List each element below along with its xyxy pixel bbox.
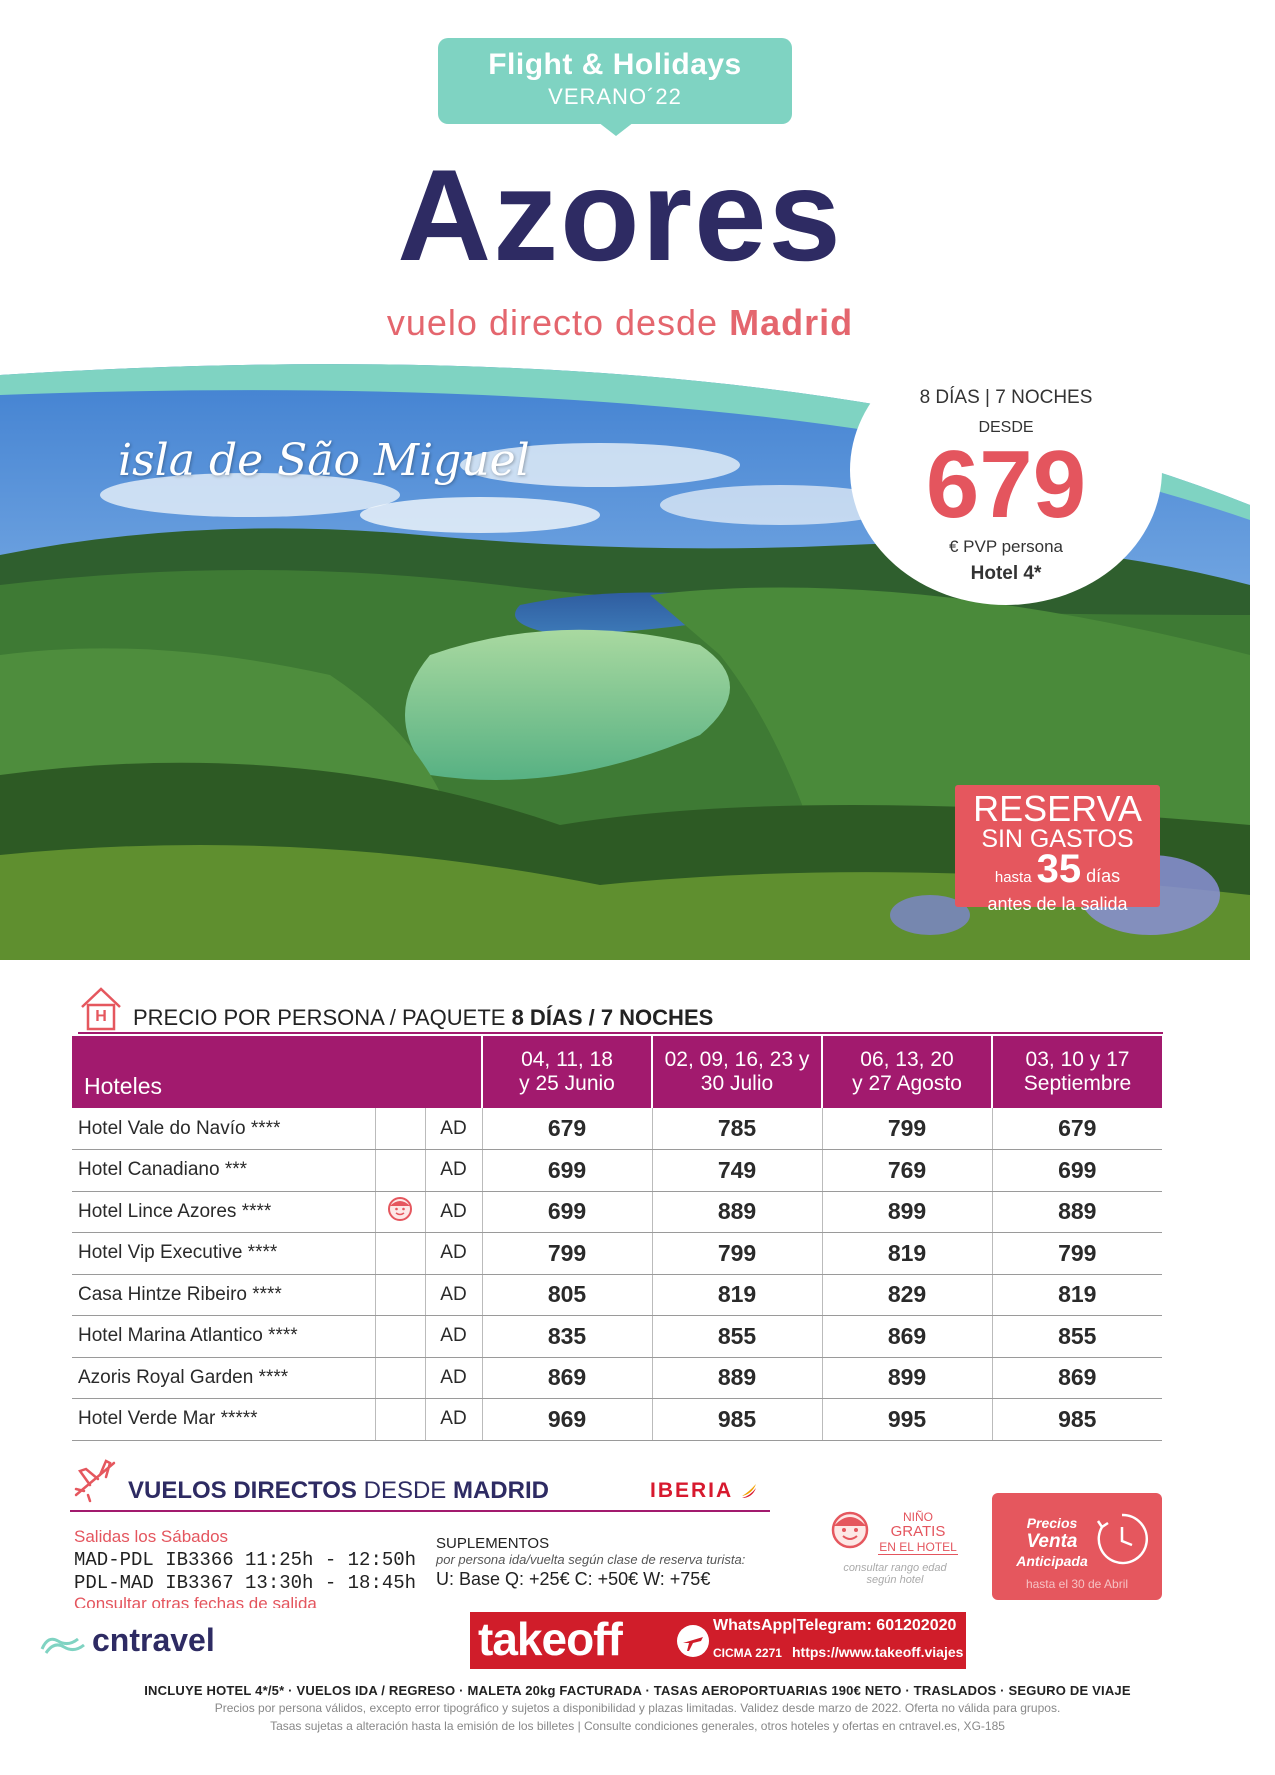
supplements-values: U: Base Q: +25€ C: +50€ W: +75€ — [436, 1569, 711, 1589]
date-column-header — [822, 1036, 992, 1108]
plane-icon — [677, 1625, 709, 1657]
flight-holidays-badge — [438, 38, 792, 124]
age-note — [830, 1562, 960, 1586]
regime: AD — [425, 1357, 482, 1399]
price-cell: 855 — [652, 1316, 822, 1358]
table-row — [72, 1274, 1162, 1316]
icon-cell — [375, 1108, 425, 1150]
price-cell: 819 — [652, 1274, 822, 1316]
cicma-license: CICMA 2271 — [713, 1646, 782, 1660]
price-cell: 899 — [822, 1357, 992, 1399]
price-cell: 889 — [992, 1191, 1162, 1233]
hotel-icon — [78, 985, 124, 1031]
hotel-label: EN EL HOTEL — [879, 1540, 957, 1554]
price-cell: 899 — [822, 1191, 992, 1233]
price-section-title-prefix: PRECIO POR PERSONA / PAQUETE — [133, 1005, 506, 1030]
hotel-name: Casa Hintze Ribeiro **** — [72, 1274, 375, 1316]
cntravel-logo — [38, 1622, 215, 1659]
table-row — [72, 1316, 1162, 1358]
fine-print-2: Tasas sujetas a alteración hasta la emisión de los billetes | Consulte condiciones generales, otros hoteles y ofertas en cntravel.es, XG-185 — [270, 1719, 1005, 1733]
date-col-line2: 30 Julio — [700, 1072, 774, 1095]
table-row — [72, 1191, 1162, 1233]
takeoff-banner — [470, 1612, 966, 1669]
price-cell: 799 — [822, 1108, 992, 1150]
table-row — [72, 1399, 1162, 1441]
hotel-column-header: Hoteles — [72, 1036, 482, 1108]
subtitle-prefix: vuelo directo desde — [386, 302, 719, 343]
price-cell: 829 — [822, 1274, 992, 1316]
from-price: 679 — [925, 431, 1087, 538]
price-cell: 969 — [482, 1399, 652, 1441]
island-label: isla de São Miguel — [118, 435, 530, 486]
icon-cell — [375, 1357, 425, 1399]
badge-title: Flight & Holidays — [488, 48, 742, 81]
iberia-wing-icon — [740, 1482, 758, 1500]
child-face-icon — [830, 1510, 870, 1550]
price-cell: 819 — [822, 1233, 992, 1275]
days-number: 35 — [1036, 847, 1082, 891]
price-cell: 805 — [482, 1274, 652, 1316]
hotel-name: Hotel Vale do Navío **** — [72, 1108, 375, 1150]
price-cell: 985 — [992, 1399, 1162, 1441]
hasta-label: hasta — [994, 869, 1032, 886]
fine-print-1: Precios por persona válidos, excepto error tipográfico y sujetos a disponibilidad y plazas limitadas. Validez desde marzo de 2022. Oferta no válida para grupos. — [214, 1701, 1061, 1715]
regime: AD — [425, 1191, 482, 1233]
icon-cell — [375, 1274, 425, 1316]
date-col-line2: y 27 Agosto — [852, 1072, 962, 1095]
price-cell: 749 — [652, 1150, 822, 1192]
price-cell: 699 — [482, 1150, 652, 1192]
sin-gastos-label: SIN GASTOS — [981, 825, 1134, 853]
price-cell: 799 — [482, 1233, 652, 1275]
price-cell: 985 — [652, 1399, 822, 1441]
subtitle-city: Madrid — [729, 302, 854, 343]
cntravel-wave-icon — [38, 1631, 88, 1655]
section-divider — [78, 1032, 1163, 1034]
early-line1: Precios — [1026, 1515, 1078, 1531]
nino-label: NIÑO — [903, 1510, 933, 1524]
departures-note: Salidas los Sábados — [74, 1527, 229, 1546]
price-cell: 889 — [652, 1357, 822, 1399]
price-cell: 699 — [992, 1150, 1162, 1192]
before-departure-label: antes de la salida — [987, 894, 1128, 914]
flight-outbound: MAD-PDL IB3366 11:25h - 12:50h — [74, 1549, 417, 1571]
badge-season: VERANO´22 — [548, 84, 682, 109]
icon-cell — [375, 1150, 425, 1192]
price-cell: 699 — [482, 1191, 652, 1233]
price-cell: 835 — [482, 1316, 652, 1358]
flights-divider — [70, 1510, 770, 1512]
free-booking-badge — [955, 785, 1160, 914]
includes-line: INCLUYE HOTEL 4*/5* · VUELOS IDA / REGRESO · MALETA 20kg FACTURADA · TASAS AEROPORTUARIAS 190€ NETO · TRASLADOS · SEGURO DE VIAJE — [144, 1683, 1131, 1698]
supplements-title: SUPLEMENTOS — [436, 1535, 550, 1552]
price-cell: 679 — [992, 1108, 1162, 1150]
price-section-header — [78, 985, 1158, 1030]
hotel-name: Hotel Canadiano *** — [72, 1150, 375, 1192]
gratis-label: GRATIS — [890, 1523, 946, 1540]
date-column-header — [652, 1036, 822, 1108]
table-row — [72, 1150, 1162, 1192]
supplements — [436, 1535, 745, 1590]
cntravel-name: cntravel — [92, 1622, 215, 1658]
date-col-line1: 03, 10 y 17 — [1025, 1048, 1130, 1071]
price-cell: 995 — [822, 1399, 992, 1441]
takeoff-url[interactable]: https://www.takeoff.viajes — [792, 1644, 964, 1660]
date-col-line1: 04, 11, 18 — [521, 1048, 613, 1071]
airplane-icon — [70, 1455, 120, 1505]
date-col-line2: y 25 Junio — [519, 1072, 615, 1095]
price-cell: 855 — [992, 1316, 1162, 1358]
svg-text:H: H — [95, 1008, 107, 1025]
early-line3: Anticipada — [1016, 1553, 1088, 1569]
hotel-name: Azoris Royal Garden **** — [72, 1357, 375, 1399]
price-section-title — [133, 1005, 713, 1031]
price-section-title-bold: 8 DÍAS / 7 NOCHES — [511, 1005, 714, 1030]
table-header-row — [72, 1036, 1162, 1108]
early-line2: Venta — [1026, 1531, 1078, 1552]
iberia-logo — [650, 1479, 758, 1503]
icon-cell — [375, 1191, 425, 1233]
price-unit: € PVP persona — [948, 537, 1064, 556]
days-line — [955, 847, 1160, 896]
age-note-line2: según hotel — [866, 1574, 924, 1586]
regime: AD — [425, 1316, 482, 1358]
whatsapp-contact: WhatsApp|Telegram: 601202020 — [713, 1617, 957, 1634]
child-face-icon — [387, 1196, 413, 1222]
icon-cell — [375, 1316, 425, 1358]
days-word: días — [1086, 866, 1121, 886]
regime: AD — [425, 1233, 482, 1275]
date-column-header — [992, 1036, 1162, 1108]
flight-return: PDL-MAD IB3367 13:30h - 18:45h — [74, 1572, 417, 1594]
airline-name: IBERIA — [650, 1479, 733, 1502]
icon-cell — [375, 1399, 425, 1441]
page-title: Azores — [397, 142, 843, 288]
price-badge — [850, 335, 1162, 605]
takeoff-logo: takeoff — [478, 1613, 622, 1665]
regime: AD — [425, 1274, 482, 1316]
price-cell: 799 — [992, 1233, 1162, 1275]
hotel-category: Hotel 4* — [970, 563, 1042, 584]
table-row — [72, 1357, 1162, 1399]
price-cell: 889 — [652, 1191, 822, 1233]
child-free-badge — [830, 1510, 960, 1590]
icon-cell — [375, 1233, 425, 1275]
hotel-name: Hotel Marina Atlantico **** — [72, 1316, 375, 1358]
date-col-line1: 02, 09, 16, 23 y — [664, 1048, 810, 1071]
reserva-label: RESERVA — [973, 788, 1142, 829]
flights-title — [128, 1477, 549, 1505]
duration-label: 8 DÍAS | 7 NOCHES — [919, 387, 1093, 408]
price-cell: 869 — [992, 1357, 1162, 1399]
date-col-line1: 06, 13, 20 — [860, 1048, 954, 1071]
flights-title-part2: DESDE — [363, 1477, 447, 1504]
early-booking-badge — [992, 1493, 1162, 1600]
hotel-name: Hotel Vip Executive **** — [72, 1233, 375, 1275]
early-deadline: hasta el 30 de Abril — [1025, 1577, 1129, 1591]
price-cell: 869 — [482, 1357, 652, 1399]
other-dates-note: Consultar otras fechas de salida — [74, 1594, 317, 1608]
regime: AD — [425, 1150, 482, 1192]
supplements-note: por persona ida/vuelta según clase de reserva turista: — [436, 1552, 746, 1567]
table-row — [72, 1233, 1162, 1275]
flights-title-part3: MADRID — [452, 1477, 549, 1504]
price-cell: 869 — [822, 1316, 992, 1358]
regime: AD — [425, 1399, 482, 1441]
page-subtitle — [0, 302, 1240, 344]
hotel-name: Hotel Lince Azores **** — [72, 1191, 375, 1233]
from-label: DESDE — [978, 419, 1034, 436]
age-note-line1: consultar rango edad — [843, 1562, 947, 1574]
flights-title-part1: VUELOS DIRECTOS — [128, 1477, 357, 1504]
price-cell: 785 — [652, 1108, 822, 1150]
price-table — [72, 1036, 1162, 1441]
regime: AD — [425, 1108, 482, 1150]
table-row — [72, 1108, 1162, 1150]
price-cell: 819 — [992, 1274, 1162, 1316]
date-col-line2: Septiembre — [1023, 1072, 1132, 1095]
price-cell: 769 — [822, 1150, 992, 1192]
hotel-name: Hotel Verde Mar ***** — [72, 1399, 375, 1441]
date-column-header — [482, 1036, 652, 1108]
price-cell: 799 — [652, 1233, 822, 1275]
price-cell: 679 — [482, 1108, 652, 1150]
